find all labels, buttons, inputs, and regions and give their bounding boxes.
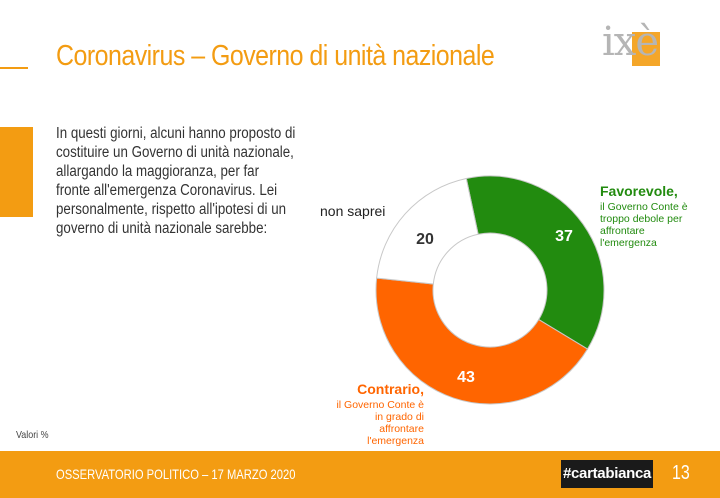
contrario-value-label: 43 bbox=[457, 369, 475, 386]
favorevole-legend-label: Favorevole, bbox=[600, 183, 678, 199]
favorevole-value-label: 37 bbox=[555, 228, 573, 245]
slice-favorevole bbox=[466, 176, 604, 349]
cartabianca-badge: #cartabianca bbox=[561, 460, 653, 488]
favorevole-legend-description: il Governo Conte è troppo debole per affrontare l'emergenza bbox=[600, 201, 688, 249]
contrario-legend-label: Contrario, bbox=[357, 381, 424, 397]
values-note: Valori % bbox=[16, 429, 49, 441]
contrario-legend-description: il Governo Conte è in grado di affrontare l'emergenza bbox=[336, 399, 424, 447]
logo-text: ixè bbox=[602, 19, 659, 65]
non-saprei-value-label: 20 bbox=[416, 231, 434, 248]
non-saprei-legend-label: non saprei bbox=[320, 203, 386, 219]
question-text: In questi giorni, alcuni hanno proposto di costituire un Governo di unità nazionale, allargando la maggioranza, per far fronte all'emergenza Coronavirus. Lei personalmente, rispetto all'ipotesi di un governo di unità nazionale sarebbe: bbox=[56, 125, 296, 237]
chart-slices bbox=[376, 176, 604, 404]
page-title: Coronavirus – Governo di unità nazionale bbox=[56, 40, 495, 72]
page-number: 13 bbox=[672, 462, 690, 484]
footer-survey-label: OSSERVATORIO POLITICO – 17 MARZO 2020 bbox=[56, 466, 296, 482]
